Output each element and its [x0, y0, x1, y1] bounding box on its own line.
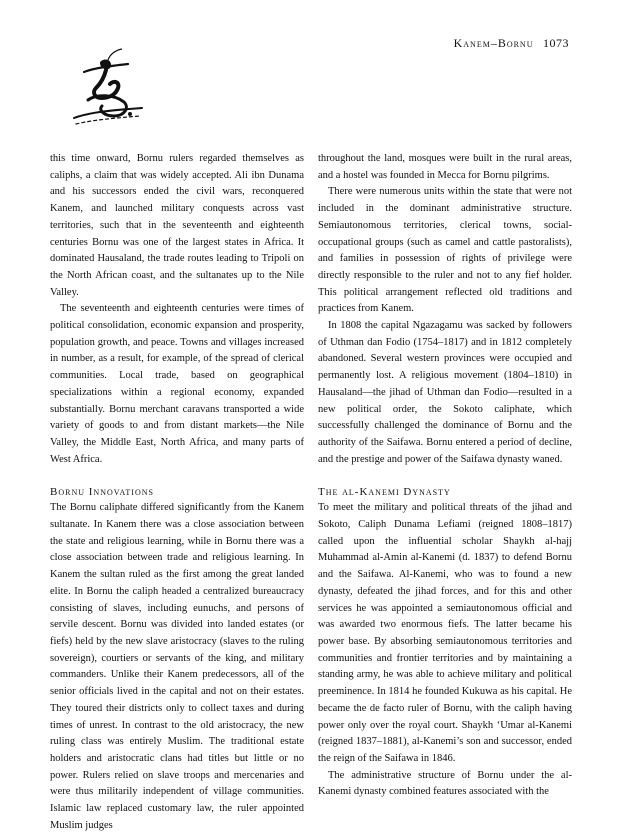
paragraph: The seventeenth and eighteenth centuries were times of political consolidation, economic expansion and prosperity, population growth, and peace. Towns and villages increased in number, as a result, for example, of the spread of clerical communities. Local trade, based on geographical specializations within a regional economy, expanded substantially. Bornu merchant caravans transported a wide variety of goods to and from distant markets—the Nile Valley, the Middle East, North Africa, and many parts of West Africa.: [50, 303, 304, 465]
ornament-dot: [128, 112, 132, 116]
running-head: [454, 36, 569, 51]
paragraph: The administrative structure of Bornu under the al-Kanemi dynasty combined features associated with the: [318, 769, 572, 798]
calligraphic-figure-icon: [70, 48, 146, 130]
right-column: [318, 151, 572, 801]
left-column: [50, 151, 304, 834]
paragraph: To meet the military and political threats of the jihad and Sokoto, Caliph Dunama Lefiami (reigned 1808–1817) called upon the influential scholar Shaykh al-hajj Muhammad al-Amin al-Kanemi (d. 1837) to defend Bornu and the Saifawa. Al-Kanemi, who was to found a new dynasty, defeated the jihad forces, and for this and other services he was appointed a semiautonomous official and was awarded two enormous fiefs. The latter became his power base. By absorbing semiautonomous territories and communities and frontier territories and by maintaining a standing army, he was able to achieve military and political preeminence. In 1814 he founded Kukuwa as his capital. He became the de facto ruler of Bornu, with the caliph having power only over the royal court. Shaykh ‘Umar al-Kanemi (reigned 1837–1881), al-Kanemi’s son and successor, ended the reign of the Saifawa in 1846.: [318, 502, 572, 764]
ornament-base-2: [76, 116, 140, 124]
running-title: Kanem–Bornu: [453, 36, 534, 50]
ornament-staff: [108, 49, 122, 60]
page-number: 1073: [543, 36, 569, 50]
section-heading: The al-Kanemi Dynasty: [318, 486, 451, 499]
paragraph: throughout the land, mosques were built in the rural areas, and a hostel was founded in Mecca for Bornu pilgrims.: [318, 153, 572, 181]
paragraph: In 1808 the capital Ngazagamu was sacked by followers of Uthman dan Fodio (1754–1817) and in 1812 completely abandoned. Several western provinces were occupied and permanently lost. A religious movement (1804–1810) in Hausaland—the jihad of Uthman dan Fodio—resulted in a new political order, the Sokoto caliphate, which successfully challenged the dominance of Bornu and the authority of the Saifawa. Bornu entered a period of decline, and the prestige and power of the Saifawa dynasty waned.: [318, 320, 572, 465]
paragraph: There were numerous units within the state that were not included in the dominant administrative structure. Semiautonomous territories, clerical towns, social-occupational groups (such as camel and cattle pastoralists), and families in possession of rights of privilege were directly responsible to the ruler and not to any fief holder. This political arrangement reflected old traditions and practices from Kanem.: [318, 186, 572, 315]
section-heading: Bornu Innovations: [50, 486, 154, 499]
ornament-body: [94, 70, 118, 98]
paragraph: this time onward, Bornu rulers regarded themselves as caliphs, a claim that was widely accepted. Ali ibn Dunama and his successors ended the civil wars, reconquered Kanem, and launched military conquests across vast territories, such that in the seventeenth and eighteenth centuries Bornu was one of the largest states in Africa. It dominated Hausaland, the trade routes leading to Tripoli on the North African coast, and the sultanates up to the Nile Valley.: [50, 153, 304, 298]
paragraph: The Bornu caliphate differed significantly from the Kanem sultanate. In Kanem there was a close association between the state and religious learning, while in Bornu there was a close association between trade and religious learning. In Kanem the sultan ruled as the first among the great landed elite. In Bornu the caliph headed a centralized bureaucracy consisting of slaves, including eunuchs, and persons of servile descent. Bornu was divided into landed estates (or fiefs) held by the new slave aristocracy (slaves to the ruling sovereign), courtiers or servants of the king, and military commanders. Unlike their Kanem predecessors, all of the senior officials lived in the capital and not on their estates. They toured their districts only to collect taxes and during times of unrest. In contrast to the old aristocracy, the new ruling class was entirely Muslim. The traditional estate holders and aristocratic clans had titles but little or no power. Rulers relied on slave troops and mercenaries and were thus militarily independent of village communities. Islamic law replaced customary law, the ruler appointed Muslim judges: [50, 502, 304, 831]
